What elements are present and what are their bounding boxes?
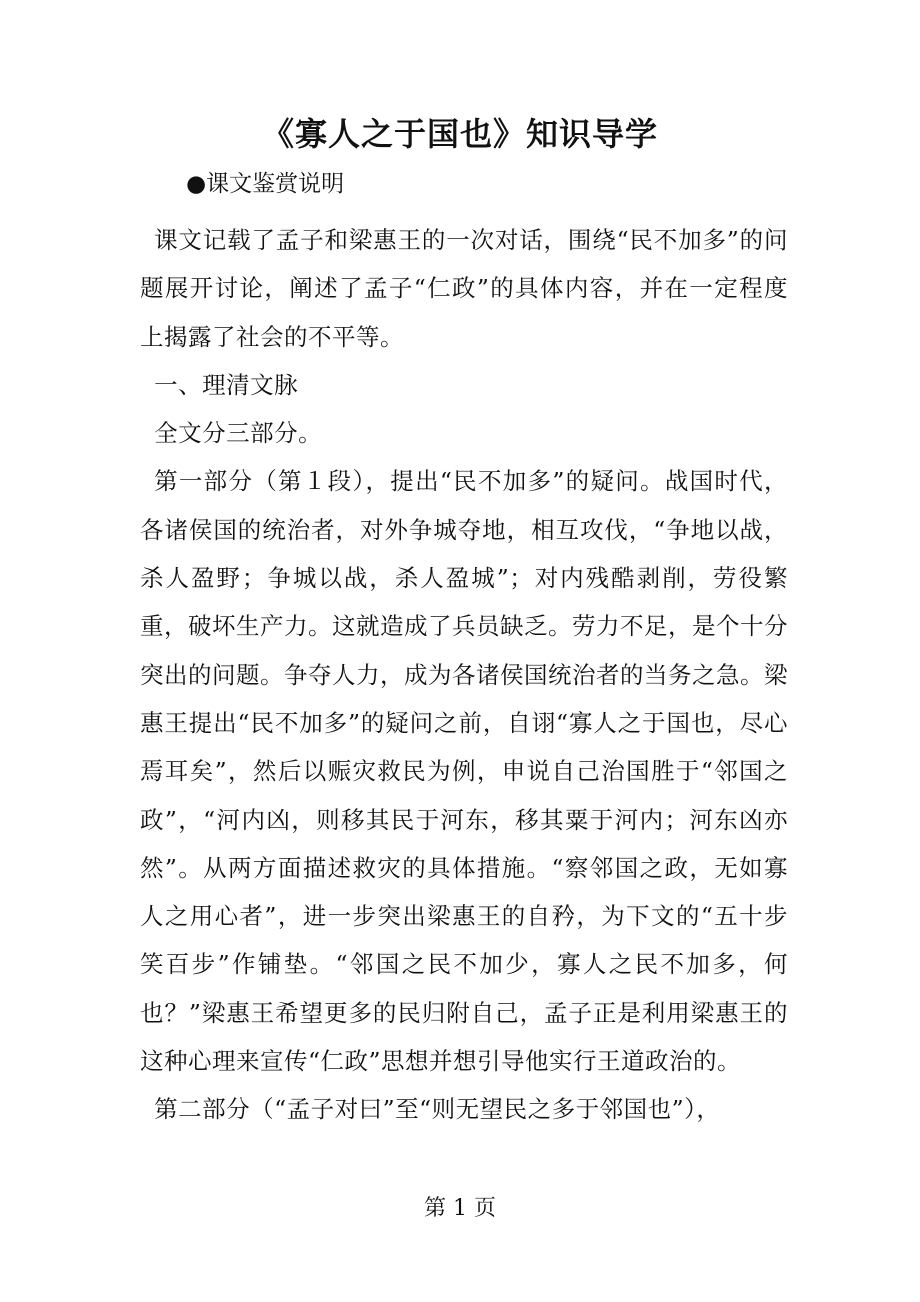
paragraph-part-one: 第一部分（第１段），提出“民不加多”的疑问。战国时代，各诸侯国的统治者，对外争城夺地，相互攻伐，“争地以战，杀人盈野；争城以战，杀人盈城”；对内残酷剥削，劳役繁重，破坏生产力。这就造成了兵员缺乏。劳力不足，是个十分突出的问题。争夺人力，成为各诸侯国统治者的当务之急。梁惠王提出“民不加多”的疑问之前，自诩“寡人之于国也，尽心焉耳矣”，然后以赈灾救民为例，申说自己治国胜于“邻国之政”，“河内凶，则移其民于河东，移其粟于河内；河东凶亦然”。从两方面描述救灾的具体措施。“察邻国之政，无如寡人之用心者”，进一步突出梁惠王的自矜，为下文的“五十步笑百步”作铺垫。“邻国之民不加少，寡人之民不加多，何也？”梁惠王希望更多的民归附自己，孟子正是利用梁惠王的这种心理来宣传“仁政”思想并想引导他实行王道政治的。	[140, 467, 788, 1076]
paragraph-part-two: 第二部分（“孟子对曰”至“则无望民之多于邻国也”），	[154, 1095, 721, 1124]
page-number: 第 1 页	[424, 1196, 496, 1221]
document-title: 《寡人之于国也》知识导学	[261, 115, 658, 153]
document-body	[140, 216, 788, 1134]
paragraph-intro: 课文记载了孟子和梁惠王的一次对话，围绕“民不加多”的问题展开讨论，阐述了孟子“仁政”的具体内容，并在一定程度上揭露了社会的不平等。	[140, 226, 788, 351]
paragraph-overview: 全文分三部分。	[154, 419, 323, 448]
paragraph-subheading: 一、理清文脉	[154, 370, 299, 399]
section-heading: ●课文鉴赏说明	[186, 171, 345, 197]
